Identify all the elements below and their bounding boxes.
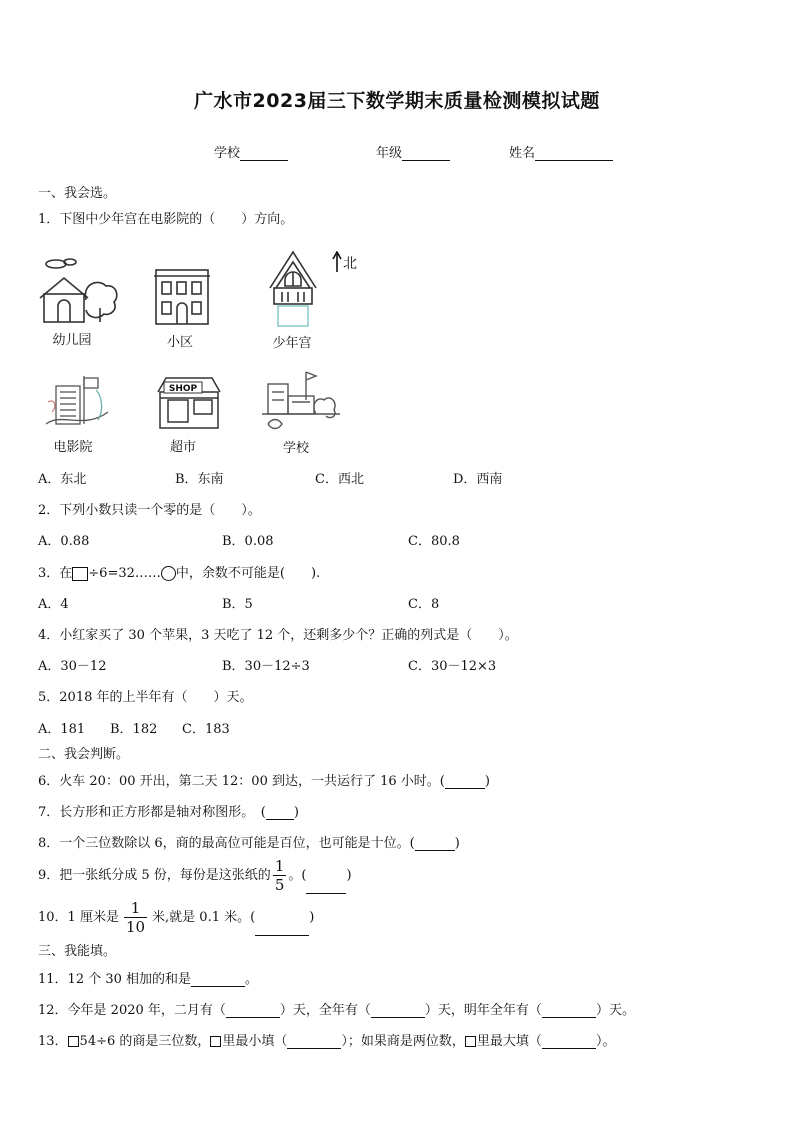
q4-option-a[interactable]: A．30－12	[38, 659, 107, 674]
question-5: 5．2018 年的上半年有（ ）天。	[38, 690, 253, 705]
question-4: 4．小红家买了 30 个苹果，3 天吃了 12 个，还剩多少个？正确的列式是（ ）。	[38, 628, 518, 643]
question-8	[38, 832, 460, 851]
place-label-youth-palace: 少年宫	[272, 336, 312, 351]
name-blank[interactable]	[535, 146, 613, 161]
q3-option-c[interactable]: C．8	[408, 597, 440, 612]
q7-text: 7．长方形和正方形都是轴对称图形。 (	[38, 805, 266, 820]
q5-option-a[interactable]: A．181	[38, 722, 86, 737]
question-6	[38, 770, 490, 789]
school-label: 学校	[214, 146, 241, 161]
q9-close: )	[346, 868, 352, 883]
q13-blank-min[interactable]	[287, 1034, 341, 1049]
q3-text-mid: ÷6=32……	[88, 566, 161, 581]
q3-option-a[interactable]: A．4	[38, 597, 69, 612]
q11-answer-blank[interactable]	[191, 972, 245, 987]
q13-text-d: ）；如果商是两位数，	[341, 1034, 465, 1049]
question-9	[38, 857, 352, 894]
section-1-heading: 一、我会选。	[38, 186, 117, 201]
q2-option-b[interactable]: B．0.08	[222, 534, 274, 549]
q12-text-a: 12．今年是 2020 年，二月有（	[38, 1003, 226, 1018]
q8-answer-blank[interactable]	[415, 836, 455, 851]
question-3	[38, 562, 320, 581]
north-arrow-icon	[332, 251, 342, 273]
q4-option-b[interactable]: B．30－12÷3	[222, 659, 310, 674]
q2-option-c[interactable]: C．80.8	[408, 534, 460, 549]
question-11	[38, 968, 258, 987]
q6-close: )	[484, 774, 490, 789]
q12-text-c: ）天，明年全年有（	[424, 1003, 542, 1018]
q9-text-post: 。(	[288, 868, 307, 883]
q12-blank-year-days[interactable]	[371, 1003, 425, 1018]
q1-option-a[interactable]: A．东北	[38, 472, 87, 487]
q13-text-a: 13．	[38, 1034, 68, 1049]
q7-close: )	[293, 805, 299, 820]
question-7	[38, 801, 299, 820]
school-picture	[260, 370, 342, 434]
place-label-cinema: 电影院	[53, 440, 93, 455]
q10-text-post: 米,就是 0.1 米。(	[152, 910, 256, 925]
fraction-numerator: 1	[124, 899, 147, 918]
fraction-numerator: 1	[274, 857, 285, 875]
q13-text-f: ）。	[595, 1034, 616, 1049]
supermarket-picture	[152, 372, 224, 434]
q2-option-a[interactable]: A．0.88	[38, 534, 90, 549]
section-3-heading: 三、我能填。	[38, 944, 117, 959]
q10-close: )	[309, 910, 315, 925]
page-title: 广水市2023届三下数学期末质量检测模拟试题	[194, 90, 600, 112]
q6-answer-blank[interactable]	[445, 774, 485, 789]
shop-sign-text: SHOP	[168, 384, 198, 394]
q13-text-e: 里最大填（	[476, 1034, 542, 1049]
q1-option-c[interactable]: C．西北	[315, 472, 364, 487]
place-label-school: 学校	[282, 441, 309, 456]
section-2-heading: 二、我会判断。	[38, 747, 130, 762]
q11-end: 。	[245, 972, 259, 987]
q1-option-b[interactable]: B．东南	[175, 472, 224, 487]
q8-close: )	[454, 836, 460, 851]
q6-text: 6．火车 20：00 开出，第二天 12：00 到达，一共运行了 16 小时。(	[38, 774, 445, 789]
q12-text-d: ）天。	[595, 1003, 635, 1018]
place-label-kindergarten: 幼儿园	[52, 333, 92, 348]
fraction-one-fifth	[273, 857, 287, 894]
q5-option-c[interactable]: C．183	[182, 722, 230, 737]
q10-text-pre: 10．1 厘米是	[38, 910, 119, 925]
remainder-circle	[161, 566, 176, 581]
grade-blank[interactable]	[402, 146, 450, 161]
q7-answer-blank[interactable]	[266, 805, 294, 820]
fraction-one-tenth	[124, 899, 147, 936]
place-label-supermarket: 超市	[169, 440, 196, 455]
q9-text-pre: 9．把一张纸分成 5 份，每份是这张纸的	[38, 868, 271, 883]
q4-option-c[interactable]: C．30－12×3	[408, 659, 497, 674]
question-10	[38, 899, 314, 936]
q3-text-post: 中，余数不可能是( ).	[175, 566, 321, 581]
name-label: 姓名	[509, 146, 536, 161]
q5-option-b[interactable]: B．182	[110, 722, 158, 737]
q13-text-c: 里最小填（	[222, 1034, 288, 1049]
residential-building-picture	[150, 264, 214, 326]
q1-option-d[interactable]: D．西南	[453, 472, 503, 487]
cinema-picture	[44, 372, 112, 434]
q13-blank-max[interactable]	[542, 1034, 596, 1049]
q10-answer-blank[interactable]	[255, 921, 309, 936]
q3-text-pre: 3．在	[38, 566, 73, 581]
digit-box	[465, 1036, 476, 1047]
fraction-denominator: 10	[125, 918, 146, 936]
north-label: 北	[343, 256, 357, 272]
place-label-residential: 小区	[166, 335, 193, 350]
q9-answer-blank[interactable]	[306, 879, 346, 894]
fraction-denominator: 5	[274, 876, 285, 894]
grade-field[interactable]	[376, 142, 450, 161]
youth-palace-picture	[262, 248, 324, 332]
q11-text: 11．12 个 30 相加的和是	[38, 972, 192, 987]
q12-text-b: ）天，全年有（	[279, 1003, 371, 1018]
question-12	[38, 999, 635, 1018]
q8-text: 8．一个三位数除以 6，商的最高位可能是百位，也可能是十位。(	[38, 836, 415, 851]
question-1: 1．下图中少年宫在电影院的（ ）方向。	[38, 212, 294, 227]
q12-blank-next-year-days[interactable]	[542, 1003, 596, 1018]
q3-option-b[interactable]: B．5	[222, 597, 253, 612]
question-13	[38, 1030, 615, 1049]
question-2: 2．下列小数只读一个零的是（ ）。	[38, 503, 261, 518]
kindergarten-picture	[34, 256, 118, 330]
school-field[interactable]	[214, 142, 288, 161]
dividend-box	[72, 567, 88, 581]
digit-box	[68, 1036, 79, 1047]
q13-text-b: 54÷6 的商是三位数，	[79, 1034, 211, 1049]
school-blank[interactable]	[240, 146, 288, 161]
grade-label: 年级	[376, 146, 403, 161]
q12-blank-feb-days[interactable]	[226, 1003, 280, 1018]
digit-box	[210, 1036, 221, 1047]
name-field[interactable]	[509, 142, 613, 161]
